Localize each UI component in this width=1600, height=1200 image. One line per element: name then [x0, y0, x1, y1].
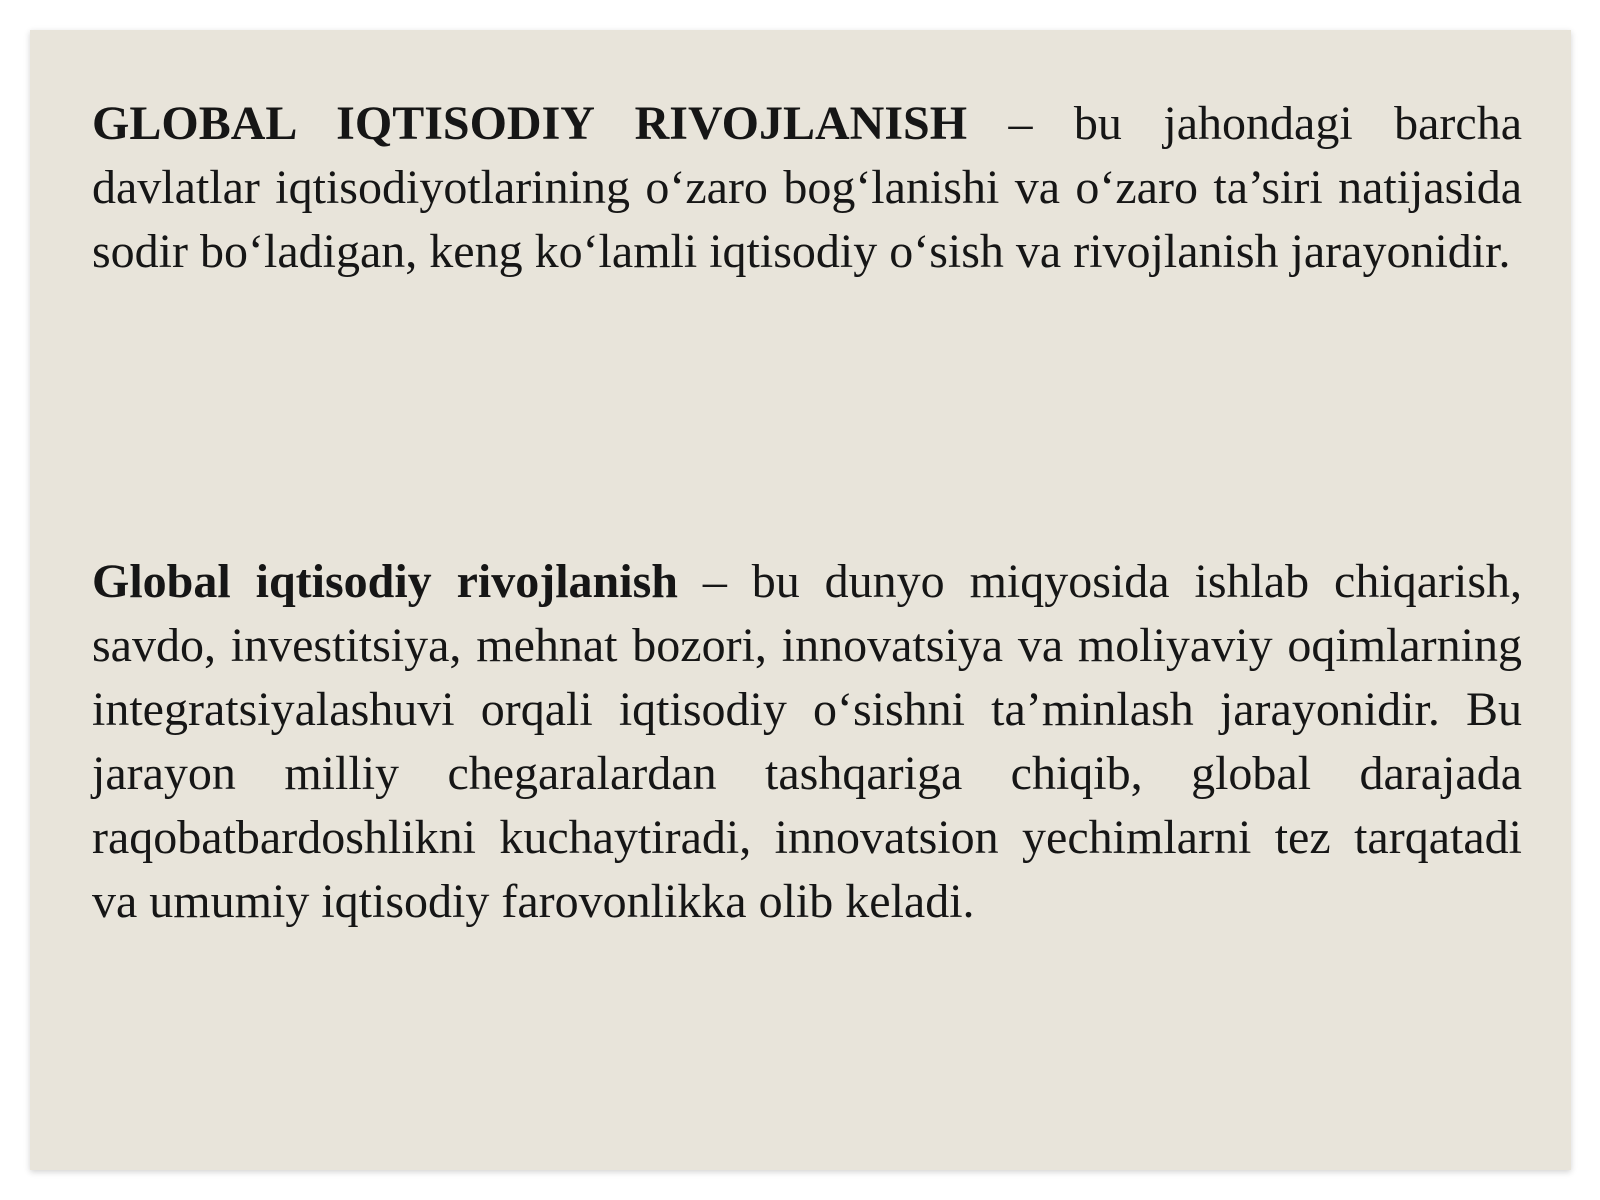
definition-paragraph-1	[92, 92, 1522, 284]
slide	[30, 30, 1571, 1170]
definition-paragraph-2	[92, 550, 1522, 934]
definition-text-1: – bu jahondagi barcha davlatlar iqtisodiyotlarining o‘zaro bog‘lanishi va o‘zaro ta’siri natijasida sodir bo‘ladigan, keng ko‘lamli iqtisodiy o‘sish va rivojlanish jarayonidir.	[92, 97, 1522, 278]
definition-term-1: GLOBAL IQTISODIY RIVOJLANISH	[92, 97, 968, 150]
definition-text-2: – bu dunyo miqyosida ishlab chiqarish, savdo, investitsiya, mehnat bozori, innovatsiya va moliyaviy oqimlarning integratsiyalashuvi orqali iqtisodiy o‘sishni ta’minlash jarayonidir. Bu jarayon milliy chegaralardan tashqariga chiqib, global darajada raqobatbardoshlikni kuchaytiradi, innovatsion yechimlarni tez tarqatadi va umumiy iqtisodiy farovonlikka olib keladi.	[92, 555, 1522, 928]
definition-term-2: Global iqtisodiy rivojlanish	[92, 555, 678, 608]
